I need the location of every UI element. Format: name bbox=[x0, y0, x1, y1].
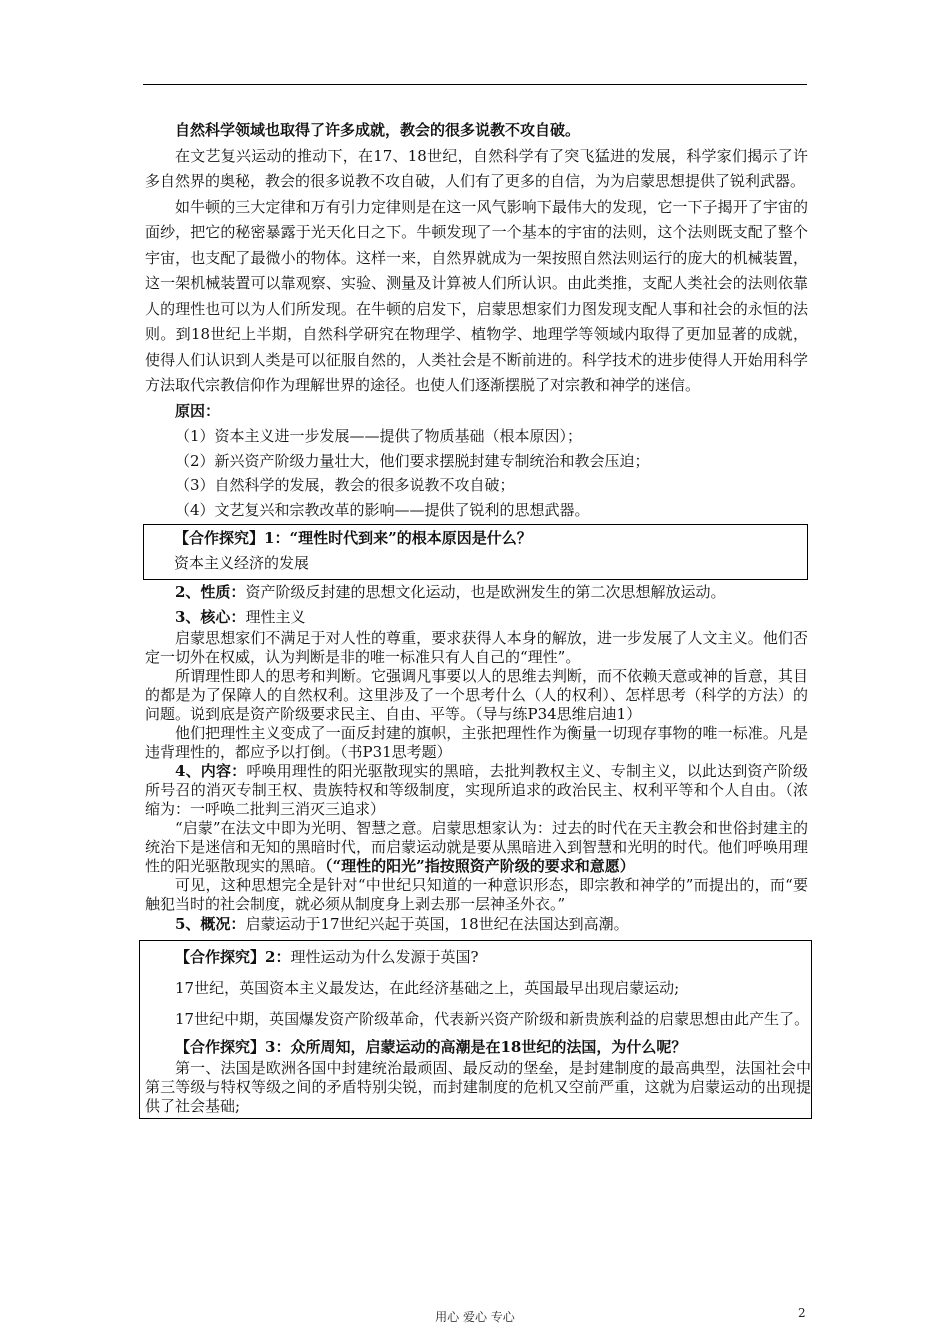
cause-item-1: （1）资本主义进一步发展——提供了物质基础（根本原因）； bbox=[175, 427, 583, 445]
inquiry-question-1: 【合作探究】1：“理性时代到来”的根本原因是什么？ bbox=[174, 529, 532, 547]
paragraph-core-3: 他们把理性主义变成了一面反封建的旗帜，主张把理性作为衡量一切现存事物的唯一标准。凡是违背理性的，都应予以打倒。（书P31思考题） bbox=[145, 724, 808, 761]
paragraph-core-1: 启蒙思想家们不满足于对人性的尊重，要求获得人本身的解放，进一步发展了人文主义。他们否定一切外在权威，认为判断是非的唯一标准只有人自己的“理性”。 bbox=[145, 629, 808, 666]
paragraph-science: 在文艺复兴运动的推动下，在17、18世纪，自然科学有了突飞猛进的发展，科学家们揭示了许多自然界的奥秘，教会的很多说教不攻自破，人们有了更多的自信，为为启蒙思想提供了锐利武器。 bbox=[145, 146, 808, 190]
core-line bbox=[145, 605, 808, 630]
paragraph-enlightenment bbox=[145, 819, 808, 876]
inquiry-box-1 bbox=[143, 524, 808, 580]
cause-item-2: （2）新兴资产阶级力量壮大，他们要求摆脱封建专制统治和教会压迫； bbox=[175, 451, 650, 470]
overview-text: 启蒙运动于17世纪兴起于英国，18世纪在法国达到高潮。 bbox=[245, 915, 629, 933]
nature-text: 资产阶级反封建的思想文化运动，也是欧洲发生的第二次思想解放运动。 bbox=[245, 583, 726, 601]
cause-item-4: （4）文艺复兴和宗教改革的影响——提供了锐利的思想武器。 bbox=[175, 500, 590, 519]
content-label: 4、内容： bbox=[175, 762, 247, 780]
enlightenment-text: “启蒙”在法文中即为光明、智慧之意。启蒙思想家认为：过去的时代在天主教会和世俗封建主的统治下是迷信和无知的黑暗时代，而启蒙运动就是要从黑暗进入到智慧和光明的时代。他们呼唤用理性的阳光驱散现实的黑暗。 bbox=[145, 819, 808, 875]
inquiry-answer-2a: 17世纪，英国资本主义最发达，在此经济基础之上，英国最早出现启蒙运动; bbox=[175, 978, 680, 997]
core-text: 理性主义 bbox=[245, 607, 306, 626]
paragraph-core-2: 所谓理性即人的思考和判断。它强调凡事要以人的思维去判断，而不依赖天意或神的旨意，其目的都是为了保障人的自然权利。这里涉及了一个思考什么（人的权利）、怎样思考（科学的方法）的问题。说到底是资产阶级要求民主、自由、平等。（导与练P34思维启迪1） bbox=[145, 667, 808, 723]
inquiry-question-2-label: 【合作探究】2： bbox=[175, 947, 291, 966]
overview-line bbox=[145, 914, 808, 935]
inquiry-answer-2b: 17世纪中期，英国爆发资产阶级革命，代表新兴资产阶级和新贵族利益的启蒙思想由此产生了。 bbox=[175, 1009, 810, 1028]
footer-slogan: 用心 爱心 专心 bbox=[435, 1310, 515, 1324]
cause-item-3: （3）自然科学的发展，教会的很多说教不攻自破； bbox=[175, 476, 515, 494]
nature-label: 2、性质： bbox=[175, 583, 246, 601]
causes-heading: 原因： bbox=[175, 401, 221, 420]
enlightenment-note: （“理性的阳光”指按照资产阶级的要求和意愿） bbox=[325, 857, 635, 875]
paragraph-newton: 如牛顿的三大定律和万有引力定律则是在这一风气影响下最伟大的发现，它一下子揭开了宇宙的面纱，把它的秘密暴露于光天化日之下。牛顿发现了一个基本的宇宙的法则，这个法则既支配了整个宇宙，也支配了最微小的物体。这样一来，自然界就成为一架按照自然法则运行的庞大的机械装置，这一架机械装置可以靠观察、实验、测量及计算被人们所认识。由此类推，支配人类社会的法则依靠人的理性也可以为人们所发现。在牛顿的启发下，启蒙思想家们力图发现支配人事和社会的永恒的法则。到18世纪上半期，自然科学研究在物理学、植物学、地理学等领域内取得了更加显著的成就，使得人们认识到人类是可以征服自然的，人类社会是不断前进的。科学技术的进步使得人开始用科学方法取代宗教信仰作为理解世界的途径。也使人们逐渐摆脱了对宗教和神学的迷信。 bbox=[145, 197, 808, 394]
inquiry-answer-3: 第一、法国是欧洲各国中封建统治最顽固、最反动的堡垒，是封建制度的最高典型，法国社会中第三等级与特权等级之间的矛盾特别尖锐，而封建制度的危机又空前严重，这就为启蒙运动的出现提供了社会基础; bbox=[145, 1059, 811, 1115]
document-body bbox=[145, 118, 811, 1119]
overview-label: 5、概况： bbox=[175, 915, 246, 933]
inquiry-answer-1: 资本主义经济的发展 bbox=[174, 553, 310, 572]
section-heading: 自然科学领域也取得了许多成就，教会的很多说教不攻自破。 bbox=[175, 121, 581, 139]
page-number: 2 bbox=[798, 1306, 806, 1320]
inquiry-box-2 bbox=[139, 940, 812, 1120]
nature-line bbox=[145, 580, 808, 605]
content-text: 呼唤用理性的阳光驱散现实的黑暗，去批判教权主义、专制主义，以此达到资产阶级所号召的消灭专制王权、贵族特权和等级制度，实现所追求的政治民主、权利平等和个人自由。（浓缩为：一呼唤二批判三消灭三追求） bbox=[145, 762, 808, 818]
core-label: 3、核心： bbox=[175, 607, 246, 626]
content-paragraph bbox=[145, 762, 808, 819]
inquiry-question-2 bbox=[145, 942, 811, 973]
inquiry-question-3: 【合作探究】3：众所周知，启蒙运动的高潮是在18世纪的法国，为什么呢？ bbox=[175, 1037, 687, 1056]
paragraph-visible: 可见，这种思想完全是针对“中世纪只知道的一种意识形态，即宗教和神学的”而提出的，而“要触犯当时的社会制度，就必须从制度身上剥去那一层神圣外衣。” bbox=[145, 876, 808, 913]
header-rule bbox=[143, 84, 807, 85]
inquiry-question-2-text: 理性运动为什么发源于英国? bbox=[290, 947, 479, 966]
